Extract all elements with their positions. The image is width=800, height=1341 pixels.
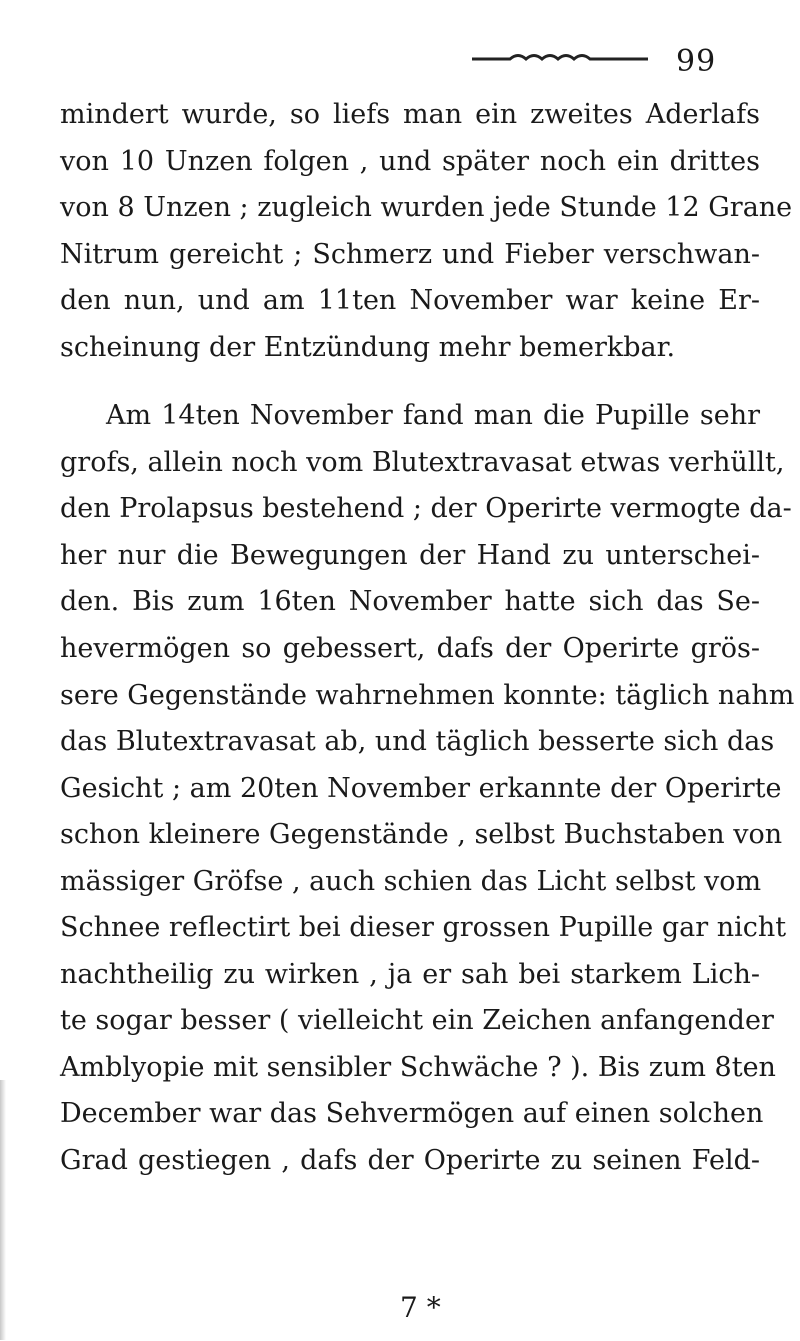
paragraph-1: [60, 92, 793, 371]
paragraph-gap: [60, 371, 760, 393]
text-line: sere Gegenstände wahrnehmen konnte: täglich nahm: [60, 679, 795, 711]
text-line: her nur die Bewegungen der Hand zu unterschei-: [60, 539, 760, 571]
text-line: December war das Sehvermögen auf einen solchen: [60, 1098, 764, 1130]
text-line: Nitrum gereicht ; Schmerz und Fieber verschwan-: [60, 238, 760, 270]
paragraph-2: [60, 393, 795, 1184]
text-line: von 10 Unzen folgen , und später noch ein drittes: [60, 145, 760, 177]
header-ornament-icon: [470, 50, 650, 64]
text-line: scheinung der Entzündung mehr bemerkbar.: [60, 331, 676, 363]
text-line: den Prolapsus bestehend ; der Operirte vermogte da-: [60, 493, 792, 525]
text-line: Amblyopie mit sensibler Schwäche ? ). Bis zum 8ten: [60, 1051, 776, 1083]
text-line: von 8 Unzen ; zugleich wurden jede Stunde 12 Grane: [60, 192, 793, 224]
text-line: mindert wurde, so liefs man ein zweites Aderlafs: [60, 99, 760, 130]
text-line: Gesicht ; am 20ten November erkannte der Operirte: [60, 772, 782, 804]
text-line: nachtheilig zu wirken , ja er sah bei starkem Lich-: [60, 958, 760, 990]
text-line: Schnee reflectirt bei dieser grossen Pupille gar nicht: [60, 912, 787, 944]
page-edge-shadow: [0, 1080, 6, 1340]
text-line: Am 14ten November fand man die Pupille sehr: [106, 400, 760, 432]
signature-mark: 7 *: [400, 1291, 441, 1324]
text-line: den. Bis zum 16ten November hatte sich das Se-: [60, 586, 760, 618]
text-line: den nun, und am 11ten November war keine Er-: [60, 285, 760, 317]
text-line: hevermögen so gebessert, dafs der Operirte grös-: [60, 633, 760, 665]
page-number: 99: [676, 44, 717, 79]
text-line: Grad gestiegen , dafs der Operirte zu seinen Feld-: [60, 1145, 760, 1177]
text-line: te sogar besser ( vielleicht ein Zeichen anfangender: [60, 1005, 774, 1037]
text-line: grofs, allein noch vom Blutextravasat etwas verhüllt,: [60, 446, 785, 478]
text-line: das Blutextravasat ab, und täglich besserte sich das: [60, 726, 775, 758]
body-text: [60, 92, 795, 1185]
text-line: mässiger Gröfse , auch schien das Licht selbst vom: [60, 865, 762, 897]
text-line: schon kleinere Gegenstände , selbst Buchstaben von: [60, 819, 783, 851]
